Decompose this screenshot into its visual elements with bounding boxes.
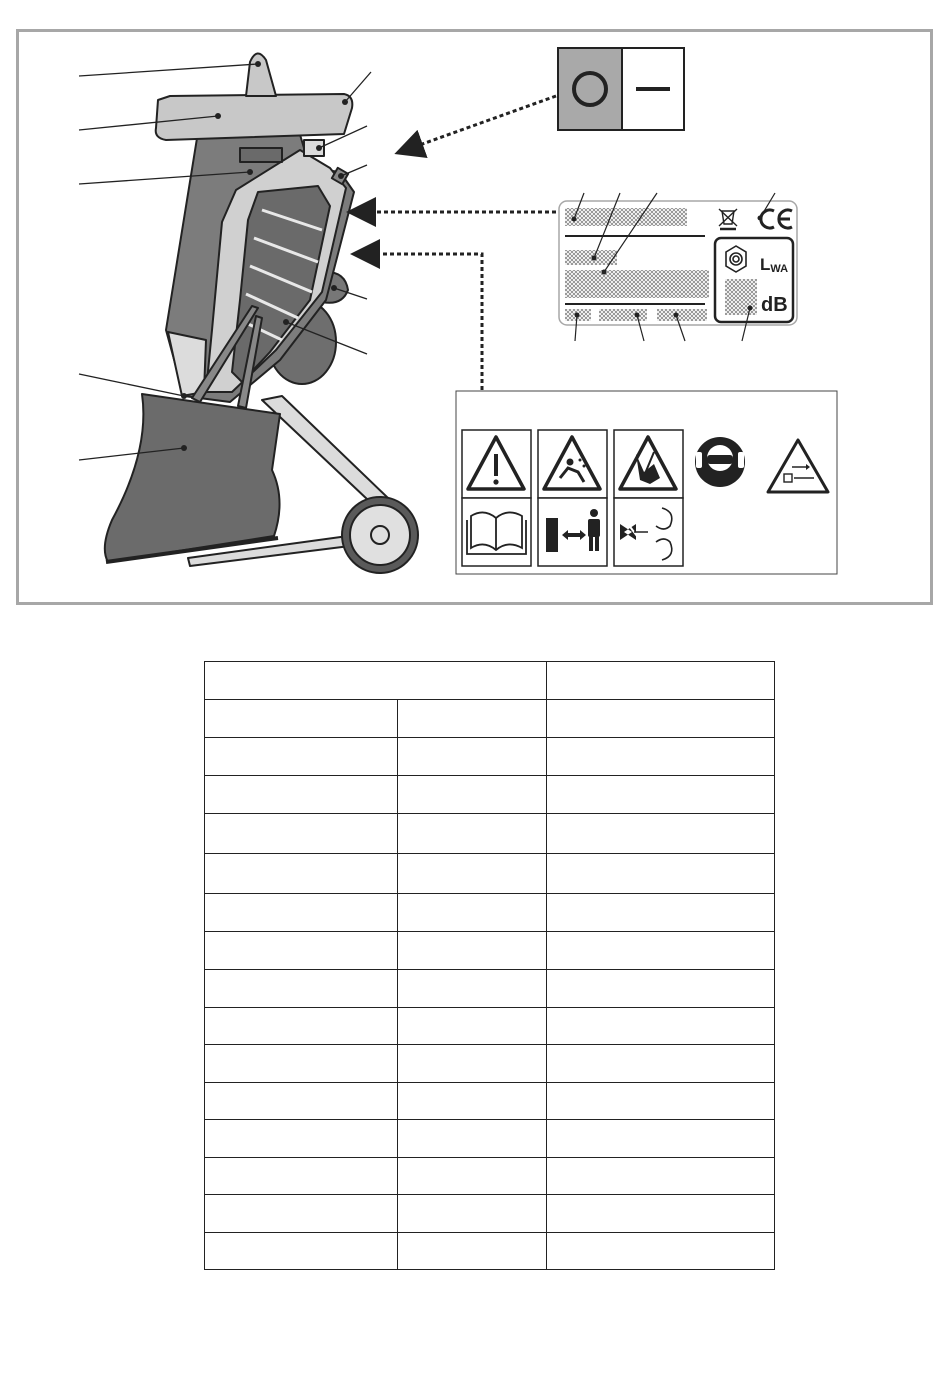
table-cell: [205, 1008, 398, 1045]
table-cell: [398, 1195, 547, 1233]
table-cell: [398, 1008, 547, 1045]
table-cell: [398, 894, 547, 932]
table-cell: [398, 1120, 547, 1158]
spec-table: [204, 661, 775, 1270]
table-cell: [547, 1083, 775, 1120]
table-cell: [205, 1045, 398, 1083]
table-row: [205, 1008, 775, 1045]
table-cell: [547, 932, 775, 970]
wheel-hub: [371, 526, 389, 544]
table-cell: [547, 662, 775, 700]
table-row: [205, 700, 775, 738]
table-row: [205, 662, 775, 700]
table-row: [205, 1120, 775, 1158]
table-cell: [205, 1195, 398, 1233]
table-cell: [547, 854, 775, 894]
table-cell: [547, 894, 775, 932]
table-row: [205, 1045, 775, 1083]
table-cell: [205, 970, 398, 1008]
db-label: dB: [761, 294, 788, 316]
table-cell: [547, 1158, 775, 1195]
table-row: [205, 776, 775, 814]
eye-and-ear-protection-icon: [695, 437, 745, 487]
table-cell: [398, 738, 547, 776]
table-cell: [205, 1120, 398, 1158]
table-cell: [398, 814, 547, 854]
table-cell: [547, 700, 775, 738]
table-cell: [547, 1195, 775, 1233]
product-overview-diagram: [0, 0, 950, 620]
safety-symbols-panel: [456, 391, 837, 574]
table-cell: [547, 814, 775, 854]
table-row: [205, 738, 775, 776]
table-row: [205, 1158, 775, 1195]
table-cell: [398, 1045, 547, 1083]
table-cell: [205, 662, 547, 700]
feed-funnel: [156, 94, 353, 140]
table-cell: [205, 894, 398, 932]
housing-label: [240, 148, 282, 162]
switch-detail: [558, 48, 684, 130]
table-row: [205, 1233, 775, 1270]
lwa-label: LWA: [760, 255, 789, 275]
table-cell: [398, 1233, 547, 1270]
table-cell: [205, 738, 398, 776]
table-row: [205, 970, 775, 1008]
table-cell: [547, 1008, 775, 1045]
table-cell: [398, 776, 547, 814]
table-cell: [205, 932, 398, 970]
table-cell: [547, 1233, 775, 1270]
table-cell: [205, 814, 398, 854]
table-row: [205, 1083, 775, 1120]
table-cell: [547, 1045, 775, 1083]
table-cell: [205, 1158, 398, 1195]
table-cell: [547, 1120, 775, 1158]
table-cell: [398, 1083, 547, 1120]
table-cell: [398, 1158, 547, 1195]
table-cell: [398, 700, 547, 738]
table-cell: [547, 970, 775, 1008]
table-cell: [398, 970, 547, 1008]
table-cell: [205, 700, 398, 738]
table-cell: [398, 854, 547, 894]
table-cell: [205, 854, 398, 894]
table-row: [205, 932, 775, 970]
table-cell: [547, 738, 775, 776]
table-cell: [547, 776, 775, 814]
table-row: [205, 854, 775, 894]
table-cell: [205, 1233, 398, 1270]
table-row: [205, 814, 775, 854]
table-cell: [398, 932, 547, 970]
lwa-subscript: WA: [770, 263, 789, 275]
table-cell: [205, 1083, 398, 1120]
switch-off-side: [558, 48, 622, 130]
rating-plate: [559, 193, 797, 341]
table-row: [205, 894, 775, 932]
table-row: [205, 1195, 775, 1233]
table-cell: [205, 776, 398, 814]
